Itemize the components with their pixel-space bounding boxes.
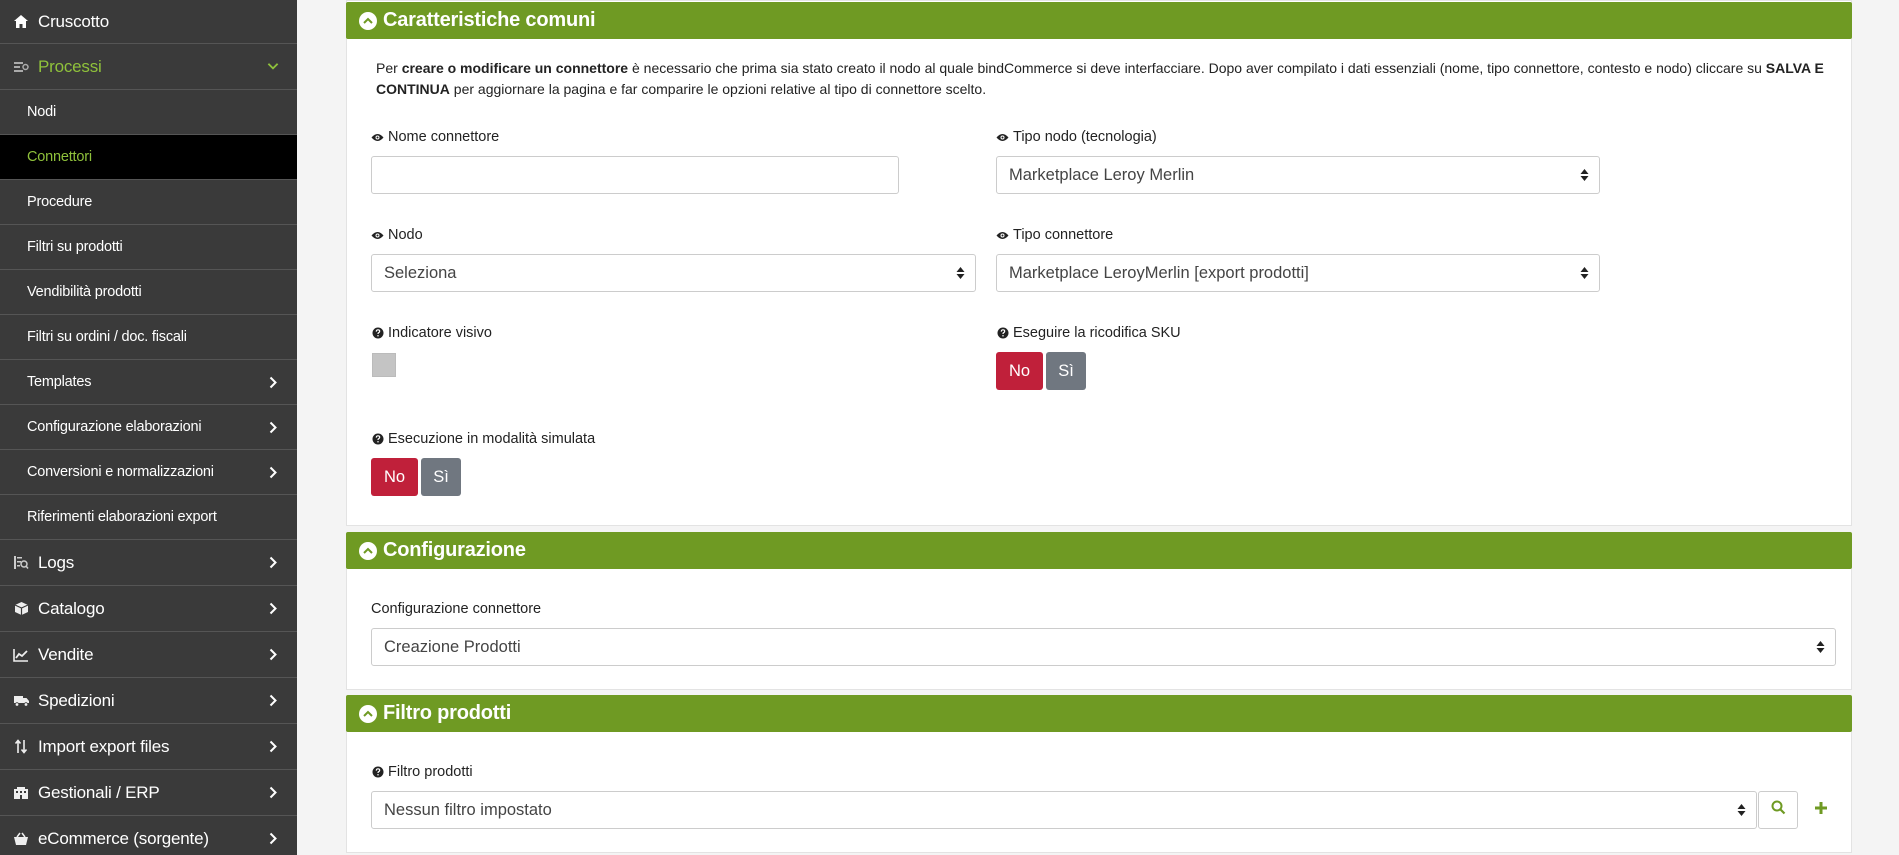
simulata-toggle xyxy=(371,458,461,496)
truck-icon xyxy=(12,692,30,710)
intro-text xyxy=(376,58,1826,100)
nav-spedizioni[interactable] xyxy=(0,678,297,724)
processes-icon xyxy=(12,58,30,76)
sidebar-item-filtri-prodotti[interactable] xyxy=(0,225,297,270)
select-value: Marketplace Leroy Merlin xyxy=(1009,165,1195,184)
building-icon xyxy=(12,784,30,802)
si-button[interactable]: Sì xyxy=(421,458,461,496)
label-text: Configurazione connettore xyxy=(371,601,542,617)
sidebar-item-label: Configurazione elaborazioni xyxy=(27,419,202,435)
no-button[interactable]: No xyxy=(996,352,1043,390)
panel-header-filtro[interactable] xyxy=(346,695,1852,732)
nav-logs-label: Logs xyxy=(38,552,75,572)
chevron-right-icon xyxy=(267,694,279,708)
label-text: Filtro prodotti xyxy=(388,764,473,780)
search-filter-button[interactable] xyxy=(1758,791,1798,829)
configurazione-connettore-label xyxy=(371,601,541,617)
indicatore-visivo-label xyxy=(371,325,492,341)
eye-icon xyxy=(996,229,1009,242)
sort-arrows-icon xyxy=(1737,803,1746,817)
question-circle-icon xyxy=(996,327,1009,340)
nav-gestionali[interactable] xyxy=(0,770,297,816)
label-text: Tipo nodo (tecnologia) xyxy=(1013,129,1157,145)
sort-arrows-icon xyxy=(1580,168,1589,182)
chevron-right-icon xyxy=(267,648,279,662)
chevron-right-icon xyxy=(267,556,279,570)
nav-vendite-label: Vendite xyxy=(38,644,94,664)
swap-icon xyxy=(12,738,30,756)
nav-ecommerce[interactable] xyxy=(0,816,297,855)
nodo-select[interactable] xyxy=(371,254,976,292)
add-filter-button[interactable] xyxy=(1806,791,1836,829)
sidebar-item-label: Filtri su prodotti xyxy=(27,239,123,255)
sidebar-item-configurazione-elaborazioni[interactable] xyxy=(0,405,297,450)
sidebar-item-label: Connettori xyxy=(27,149,92,165)
panel-header-configurazione[interactable] xyxy=(346,532,1852,569)
sidebar-item-vendibilita[interactable] xyxy=(0,270,297,315)
sidebar-item-riferimenti[interactable] xyxy=(0,495,297,540)
color-picker-swatch[interactable] xyxy=(372,353,396,377)
sort-arrows-icon xyxy=(1580,266,1589,280)
nav-processi-label: Processi xyxy=(38,56,102,76)
basket-icon xyxy=(12,830,30,848)
label-text: Nome connettore xyxy=(388,129,500,145)
select-value: Marketplace LeroyMerlin [export prodotti] xyxy=(1009,263,1309,282)
chevron-right-icon xyxy=(267,602,279,616)
select-value: Creazione Prodotti xyxy=(384,637,521,656)
nav-logs[interactable] xyxy=(0,540,297,586)
question-circle-icon xyxy=(371,766,384,779)
nav-cruscotto[interactable] xyxy=(0,0,297,44)
select-value: Seleziona xyxy=(384,263,457,282)
label-text: Tipo connettore xyxy=(1013,227,1114,243)
no-button[interactable]: No xyxy=(371,458,418,496)
nav-gestionali-label: Gestionali / ERP xyxy=(38,782,160,802)
plus-icon xyxy=(1814,801,1828,820)
chevron-right-icon xyxy=(267,420,279,434)
chevron-up-circle-icon xyxy=(359,705,377,723)
chevron-right-icon xyxy=(267,740,279,754)
sidebar-item-templates[interactable] xyxy=(0,360,297,405)
label-text: Eseguire la ricodifica SKU xyxy=(1013,325,1181,341)
panel-title: Caratteristiche comuni xyxy=(383,9,596,31)
logs-icon xyxy=(12,554,30,572)
ricodifica-sku-toggle xyxy=(996,352,1086,390)
configurazione-connettore-select[interactable] xyxy=(371,628,1836,666)
nav-vendite[interactable] xyxy=(0,632,297,678)
sidebar xyxy=(0,0,297,855)
chevron-down-icon xyxy=(267,60,279,74)
tipo-connettore-select[interactable] xyxy=(996,254,1600,292)
nav-spedizioni-label: Spedizioni xyxy=(38,690,115,710)
chevron-up-circle-icon xyxy=(359,542,377,560)
nav-catalogo[interactable] xyxy=(0,586,297,632)
sidebar-item-label: Conversioni e normalizzazioni xyxy=(27,464,214,480)
nodo-label xyxy=(371,227,423,243)
nav-import-export-label: Import export files xyxy=(38,736,170,756)
nav-import-export[interactable] xyxy=(0,724,297,770)
nav-cruscotto-label: Cruscotto xyxy=(38,11,109,31)
intro-part: Per xyxy=(376,60,402,76)
tipo-nodo-select[interactable] xyxy=(996,156,1600,194)
filtro-prodotti-select[interactable] xyxy=(371,791,1757,829)
panel-header-caratteristiche[interactable] xyxy=(346,2,1852,39)
si-button[interactable]: Sì xyxy=(1046,352,1086,390)
sidebar-item-connettori[interactable] xyxy=(0,135,297,180)
label-text: Nodo xyxy=(388,227,423,243)
sidebar-item-conversioni[interactable] xyxy=(0,450,297,495)
select-value: Nessun filtro impostato xyxy=(384,800,552,819)
chevron-right-icon xyxy=(267,465,279,479)
nome-connettore-input[interactable] xyxy=(371,156,899,194)
tipo-nodo-label xyxy=(996,129,1157,145)
nav-catalogo-label: Catalogo xyxy=(38,598,105,618)
label-text: Indicatore visivo xyxy=(388,325,492,341)
filtro-prodotti-label xyxy=(371,764,473,780)
intro-bold: SALVA E CONTINUA xyxy=(376,60,1824,97)
intro-bold: creare o modificare un connettore xyxy=(401,60,629,76)
panel-title: Configurazione xyxy=(383,539,526,561)
sidebar-item-label: Templates xyxy=(27,374,92,390)
sidebar-item-label: Filtri su ordini / doc. fiscali xyxy=(27,329,187,345)
cube-icon xyxy=(12,600,30,618)
chevron-right-icon xyxy=(267,786,279,800)
chevron-right-icon xyxy=(267,832,279,846)
eye-icon xyxy=(996,131,1009,144)
eye-icon xyxy=(371,229,384,242)
question-circle-icon xyxy=(371,327,384,340)
panel-title: Filtro prodotti xyxy=(383,702,512,724)
sort-arrows-icon xyxy=(956,266,965,280)
chevron-right-icon xyxy=(267,375,279,389)
chevron-up-circle-icon xyxy=(359,12,377,30)
sidebar-item-label: Riferimenti elaborazioni export xyxy=(27,509,217,525)
label-text: Esecuzione in modalità simulata xyxy=(388,431,596,447)
sort-arrows-icon xyxy=(1816,640,1825,654)
sidebar-item-nodi[interactable] xyxy=(0,90,297,135)
nome-connettore-label xyxy=(371,129,499,145)
search-icon xyxy=(1771,800,1786,820)
ricodifica-sku-label xyxy=(996,325,1181,341)
simulata-label xyxy=(371,431,595,447)
chart-icon xyxy=(12,646,30,664)
nav-processi[interactable] xyxy=(0,44,297,90)
nav-ecommerce-label: eCommerce (sorgente) xyxy=(38,828,209,848)
question-circle-icon xyxy=(371,433,384,446)
tipo-connettore-label xyxy=(996,227,1113,243)
intro-part: è necessario che prima sia stato creato il nodo al quale bindCommerce si deve interfacciare. Dopo aver compilato i dati essenziali (nome, tipo connettore, contesto e nodo) cliccare su xyxy=(628,60,1766,76)
intro-part: per aggiornare la pagina e far comparire le opzioni relative al tipo di connettore scelto. xyxy=(449,81,987,97)
eye-icon xyxy=(371,131,384,144)
home-icon xyxy=(12,13,30,31)
sidebar-item-procedure[interactable] xyxy=(0,180,297,225)
sidebar-item-filtri-ordini[interactable] xyxy=(0,315,297,360)
sidebar-item-label: Nodi xyxy=(27,104,57,120)
sidebar-item-label: Procedure xyxy=(27,194,93,210)
sidebar-item-label: Vendibilità prodotti xyxy=(27,284,142,300)
